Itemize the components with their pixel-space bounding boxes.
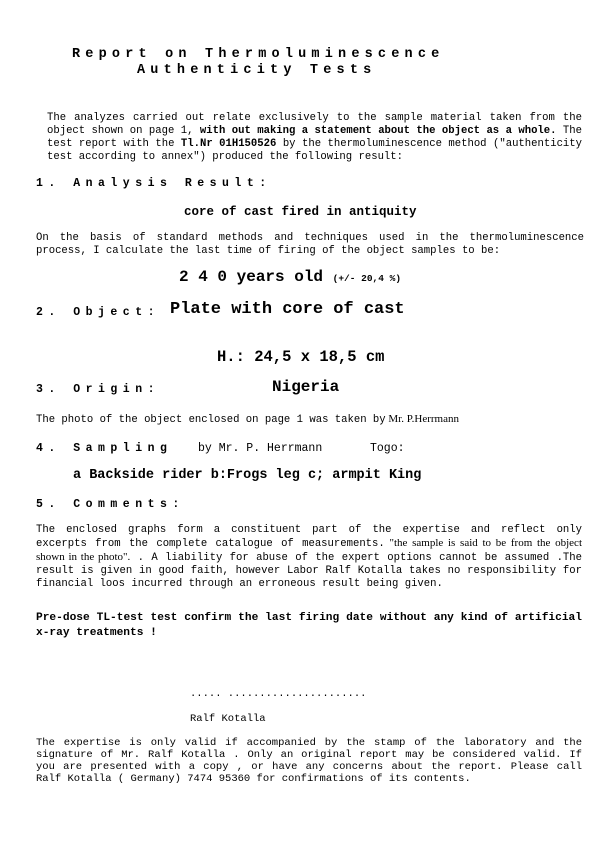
analysis-result: core of cast fired in antiquity xyxy=(184,205,417,219)
object-description: Plate with core of cast xyxy=(170,300,405,319)
intro-text-2: The test report with the xyxy=(47,125,582,150)
sampling-place: Togo: xyxy=(370,442,405,455)
report-title-line-1: Report on Thermoluminescence xyxy=(72,47,445,62)
photo-note xyxy=(36,413,459,427)
age-tolerance: (+/- 20,4 %) xyxy=(332,273,402,284)
comments-quote: "the sample is said to be from the object shown in the photo". xyxy=(36,537,582,563)
intro-text-bold-1: with out making a statement about the object as a whole. xyxy=(193,125,557,137)
object-dimensions: H.: 24,5 x 18,5 cm xyxy=(217,348,385,366)
section-1-heading: 1. Analysis Result: xyxy=(36,177,272,190)
section-5-heading: 5. Comments: xyxy=(36,498,185,511)
section-2-heading: 2. Object: xyxy=(36,306,161,319)
comments-text-2: . A liability for abuse of the expert options cannot be assumed .The result is given in good faith, however Labor Ralf Kotalla takes no responsibility for financial loos incurred through an erroneous result being given. xyxy=(36,552,582,590)
photographer-name: Mr. P.Herrmann xyxy=(385,413,459,425)
analysis-basis-text: On the basis of standard methods and techniques used in the thermoluminescence process, I calculate the last time of firing of the object samples to be: xyxy=(36,232,584,257)
intro-paragraph xyxy=(47,112,582,164)
sample-locations: a Backside rider b:Frogs leg c; armpit King xyxy=(73,468,422,483)
comments-paragraph xyxy=(36,524,582,591)
intro-text-3: by the thermoluminescence method ("authenticity test according to annex") produced the following result: xyxy=(47,138,582,163)
age-line xyxy=(179,268,401,286)
origin-value: Nigeria xyxy=(272,378,340,396)
signature-line: ..... ...................... xyxy=(190,688,367,700)
footer-validity-note: The expertise is only valid if accompanied by the stamp of the laboratory and the signature of Mr. Ralf Kotalla . Only an original report may be considered valid. If you are presented with a copy , or have any concerns about the report. Please call Ralf Kotalla ( Germany) 7474 95360 for confirmations of its contents. xyxy=(36,737,582,785)
sampling-by: by Mr. P. Herrmann xyxy=(198,442,323,455)
section-4-heading: 4. Sampling xyxy=(36,442,173,455)
intro-text-1: The analyzes carried out relate exclusively to the sample material taken from the object shown on page 1, xyxy=(47,112,582,137)
signatory-name: Ralf Kotalla xyxy=(190,713,266,725)
test-report-number: Tl.Nr 01H150526 xyxy=(174,138,277,150)
comments-text-1: The enclosed graphs form a constituent part of the expertise and reflect only excerpts from the complete catalogue of measurements. xyxy=(36,524,582,550)
predose-statement: Pre-dose TL-test test confirm the last firing date without any kind of artificial x-ray treatments ! xyxy=(36,612,582,639)
age-value: 2 4 0 years old xyxy=(179,268,324,286)
report-title-line-2: Authenticity Tests xyxy=(137,63,377,78)
photo-note-text: The photo of the object enclosed on page 1 was taken by xyxy=(36,414,386,426)
section-3-heading: 3. Origin: xyxy=(36,383,161,396)
